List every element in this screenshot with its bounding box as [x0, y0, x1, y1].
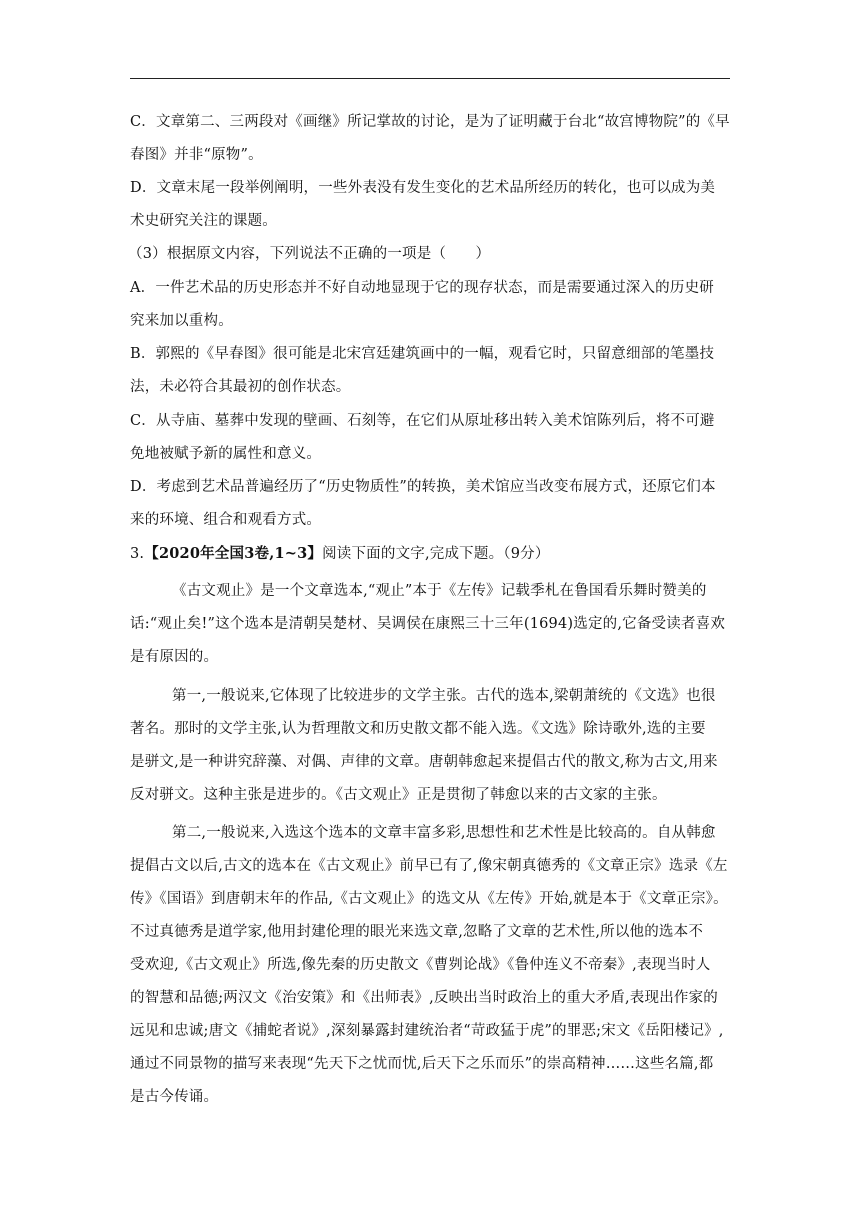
question-prompt: 阅读下面的文字,完成下题。（9分） [322, 546, 550, 562]
question-source: 【2020年全国3卷,1~3】 [144, 545, 323, 562]
passage-line: 远见和忠诚;唐文《捕蛇者说》,深刻暴露封建统治者“苛政猛于虎”的罪恶;宋文《岳阳楼记》, [130, 1023, 724, 1039]
passage-line: 受欢迎,《古文观止》所选,像先秦的历史散文《曹刿论战》《鲁仲连义不帝秦》,表现当时人 [130, 957, 711, 973]
passage-line: 通过不同景物的描写来表现“先天下之忧而忧,后天下之乐而乐”的崇高精神……这些名篇,都 [130, 1056, 714, 1072]
passage-line: 传》《国语》到唐朝末年的作品,《古文观止》的选文从《左传》开始,就是本于《文章正宗》。 [130, 891, 728, 907]
passage-line: 是骈文,是一种讲究辞藻、对偶、声律的文章。唐朝韩愈起来提倡古代的散文,称为古文,用来 [130, 754, 718, 770]
option-c2-line-2: 免地被赋予新的属性和意义。 [130, 446, 322, 462]
passage-line: 提倡古文以后,古文的选本在《古文观止》前早已有了,像宋朝真德秀的《文章正宗》选录《左 [130, 858, 728, 874]
option-d-line-1: D．文章末尾一段举例阐明，一些外表没有发生变化的艺术品所经历的转化，也可以成为美 [130, 180, 716, 196]
passage-line: 《古文观止》是一个文章选本,“观止”本于《左传》记载季札在鲁国看乐舞时赞美的 [172, 583, 707, 599]
option-d2-line-2: 来的环境、组合和观看方式。 [130, 512, 322, 528]
passage-line: 第一,一般说来,它体现了比较进步的文学主张。古代的选本,梁朝萧统的《文选》也很 [172, 688, 716, 704]
option-b-line-2: 法，未必符合其最初的创作状态。 [130, 379, 351, 395]
passage-line: 不过真德秀是道学家,他用封建伦理的眼光来选文章,忽略了文章的艺术性,所以他的选本不 [130, 924, 704, 940]
option-a-line-1: A．一件艺术品的历史形态并不好自动地显现于它的现存状态，而是需要通过深入的历史研 [130, 280, 714, 296]
passage-line: 著名。那时的文学主张,认为哲理散文和历史散文都不能入选。《文选》除诗歌外,选的主要 [130, 721, 706, 737]
passage-line: 是古今传诵。 [130, 1089, 219, 1105]
option-c2-line-1: C．从寺庙、墓葬中发现的壁画、石刻等，在它们从原址移出转入美术馆陈列后，将不可避 [130, 413, 715, 429]
passage-line: 的智慧和品德;两汉文《治安策》和《出师表》,反映出当时政治上的重大矛盾,表现出作家的 [130, 990, 718, 1006]
question-number: 3. [130, 546, 145, 562]
question-3-heading [130, 545, 550, 563]
option-d-line-2: 术史研究关注的课题。 [130, 213, 277, 229]
option-d2-line-1: D．考虑到艺术品普遍经历了“历史物质性”的转换，美术馆应当改变布展方式，还原它们本 [130, 479, 716, 495]
option-c-line-2: 春图》并非“原物”。 [130, 147, 263, 163]
option-a-line-2: 究来加以重构。 [130, 313, 233, 329]
question-3-sub-prompt: （3）根据原文内容，下列说法不正确的一项是（ ） [128, 246, 491, 262]
option-c-line-1: C．文章第二、三两段对《画继》所记掌故的讨论，是为了证明藏于台北“故宫博物院”的《早 [130, 114, 730, 130]
passage-line: 话:“观止矣!”这个选本是清朝吴楚材、吴调侯在康熙三十三年(1694)选定的,它备受读者喜欢 [130, 616, 726, 632]
option-b-line-1: B．郭熙的《早春图》很可能是北宋宫廷建筑画中的一幅，观看它时，只留意细部的笔墨技 [130, 346, 715, 362]
passage-line: 第二,一般说来,入选这个选本的文章丰富多彩,思想性和艺术性是比较高的。自从韩愈 [172, 825, 716, 841]
passage-line: 反对骈文。这种主张是进步的。《古文观止》正是贯彻了韩愈以来的古文家的主张。 [130, 787, 667, 803]
header-rule [130, 78, 730, 79]
passage-line: 是有原因的。 [130, 649, 219, 665]
